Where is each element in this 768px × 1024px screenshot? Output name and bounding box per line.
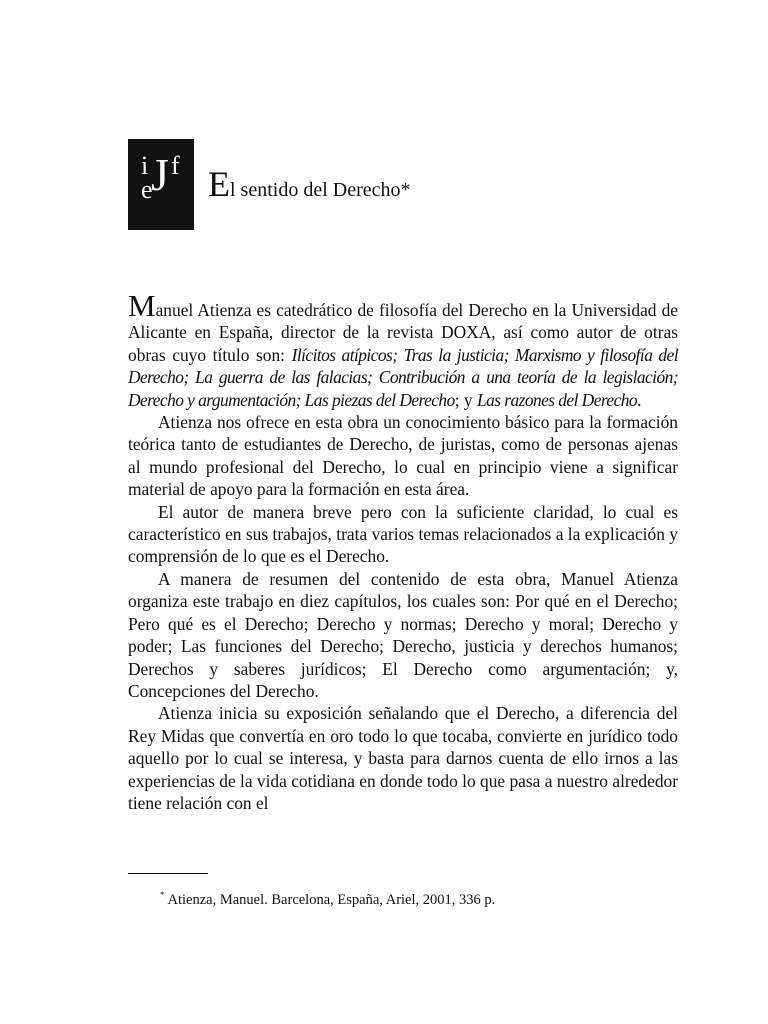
- works-separator: ; y: [454, 389, 477, 410]
- paragraph-1-end: .: [637, 389, 642, 410]
- page-title: [208, 164, 411, 204]
- title-initial: E: [208, 164, 230, 204]
- paragraph-2: Atienza nos ofrece en esta obra un conocimiento básico para la formación teórica tanto de estudiantes de Derecho, de juristas, como de personas ajenas al mundo profesional del Derecho, lo cual en principio viene a significar material de apoyo para la formación en esta área.: [128, 412, 678, 500]
- footnote: [160, 885, 495, 910]
- journal-logo: [128, 139, 194, 230]
- works-list: Ilícitos atípicos; Tras la justicia; Marxismo y filosofía del Derecho; La guerra de las falacias; Contribución a una teoría de la legislación; Derecho y argumentación; Las piezas del Derecho: [128, 344, 678, 410]
- last-work: Las razones del Derecho: [476, 389, 638, 410]
- footnote-marker: *: [160, 890, 165, 900]
- footnote-text: Atienza, Manuel. Barcelona, España, Ariel, 2001, 336 p.: [167, 892, 496, 908]
- article-body: [128, 288, 679, 814]
- paragraph-4: A manera de resumen del contenido de esta obra, Manuel Atienza organiza este trabajo en diez capítulos, los cuales son: Por qué en el Derecho; Pero qué es el Derecho; Derecho y normas; Derecho y moral; Derecho y poder; Las funciones del Derecho; Derecho, justicia y derechos humanos; Derechos y saberes jurídicos; El Derecho como argumentación; y, Concepciones del Derecho.: [128, 568, 678, 701]
- footnote-divider: [128, 873, 208, 874]
- paragraph-1: [128, 288, 678, 411]
- paragraph-5: Atienza inicia su exposición señalando que el Derecho, a diferencia del Rey Midas que convertía en oro todo lo que tocaba, convierte en jurídico todo aquello por lo cual se interesa, y basta para darnos cuenta de ello irnos a las experiencias de la vida cotidiana en donde todo lo que pasa a nuestro alrededor tiene relación con el: [128, 703, 679, 813]
- logo-letter-e: e: [141, 175, 153, 204]
- logo-letter-i: i: [141, 151, 149, 180]
- logo-letter-f: f: [171, 151, 180, 180]
- paragraph-3: El autor de manera breve pero con la suficiente claridad, lo cual es característico en sus trabajos, trata varios temas relacionados a la explicación y comprensión de lo que es el Derecho.: [128, 501, 678, 567]
- drop-cap: M: [128, 288, 156, 323]
- logo-letter-j: J: [151, 149, 169, 200]
- title-rest: l sentido del Derecho*: [230, 179, 411, 201]
- paragraph-1-text: anuel Atienza es catedrático de filosofía del Derecho en la Universidad de Alicante en España, director de la revista DOXA, así como autor de otras obras cuyo título son:: [128, 300, 678, 365]
